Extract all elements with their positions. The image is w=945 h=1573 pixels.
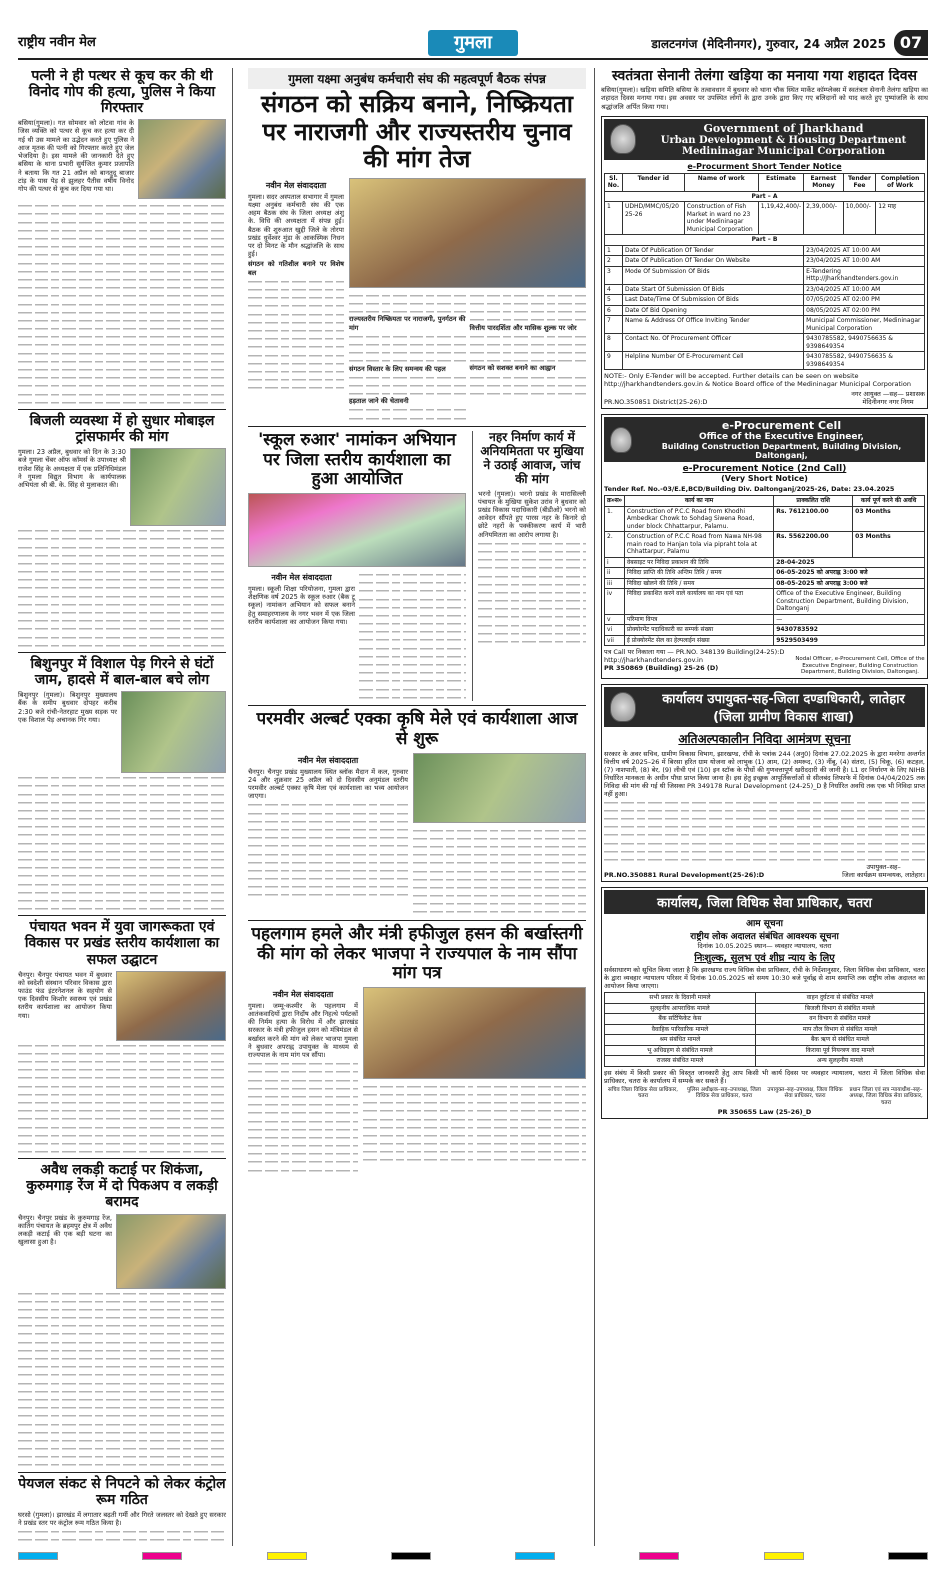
cell: श्रम संबंधित मामले <box>605 1035 756 1046</box>
article-filler <box>18 1527 226 1546</box>
cell: Date Start Of Submission Of Bids <box>622 284 803 295</box>
col-header: क्र०स० <box>605 496 625 507</box>
cell: E-Tendering Http://Jharkhandtenders.gov.in <box>804 266 925 284</box>
table-row <box>605 1035 925 1046</box>
col-header: Tender id <box>622 173 684 191</box>
cell: 07/05/2025 AT 02:00 PM <box>804 295 925 306</box>
jharkhand-emblem-icon <box>610 124 636 154</box>
headline-wife-arrested: पत्नी ने ही पत्थर से कूच कर की थी विनोद गोप की हत्या, पुलिस ने किया गिरफ्तार <box>28 68 216 117</box>
lok-adalat-notice <box>601 887 928 1119</box>
table-row <box>605 1024 925 1035</box>
workshop-photo <box>116 971 226 1041</box>
cell: Rs. 7612100.00 <box>774 506 853 532</box>
ad-website: http://jharkhandtenders.gov.in <box>604 656 703 665</box>
cell: Helpline Number Of E-Procurement Cell <box>622 352 803 370</box>
cell: Contact No. Of Procurement Officer <box>622 334 803 352</box>
tender-notice-building <box>601 414 928 679</box>
table-row <box>605 284 925 295</box>
article-filler <box>18 526 226 649</box>
cell: Rs. 5562200.00 <box>774 532 853 558</box>
cell: Mode Of Submission Of Bids <box>622 266 803 284</box>
byline: नवीन मेल संवाददाता <box>272 989 334 999</box>
cell: UDHD/MMC/05/20 25-26 <box>622 202 684 235</box>
cell: v <box>605 614 625 625</box>
cell: Municipal Commissioner, Medininagar Municipal Corporation <box>804 316 925 334</box>
headline-bjp-memorandum: पहलगाम हमले और मंत्री हफीजुल हसन की बर्खास्तगी की मांग को लेकर भाजपा ने राज्यपाल के नाम सौंपा मांग पत्र <box>251 924 583 984</box>
headline-telanga-kharia: स्वतंत्रता सेनानी तेलंगा खड़िया का मनाया गया शहादत दिवस <box>612 68 917 84</box>
subhead: संगठन विस्तार के लिए समन्वय की पहल <box>349 364 446 373</box>
col-header: Sl. No. <box>605 173 623 191</box>
cell: 06-05-2025 को अपराह्न 3:00 बजे <box>774 568 925 579</box>
article-filler <box>18 201 226 406</box>
ad-notice-title: e-Procurment Short Tender Notice <box>687 161 842 171</box>
cell: 23/04/2025 AT 10:00 AM <box>804 245 925 256</box>
ad-note: पत्र Call पर निकाला गया — PR.NO. 348139 Building(24-25):D <box>604 648 785 657</box>
article-filler <box>470 373 587 398</box>
table-row <box>605 316 925 334</box>
cell: बैंक सर्टिफिकेट केस <box>605 1014 756 1025</box>
ad-date: दिनांक 10.05.2025 स्थान— व्यवहार न्यायालय, चतरा <box>697 942 832 951</box>
article-body: भरनो (गुमला)। भरनो प्रखंड के मारासिल्ली पंचायत के मुखिया सुकेश उरांव ने बुधवार को प्रखंड विकास पदाधिकारी (बीडीओ) भरनो को आवेदन सौंपते हुए पारस नहर के किनारे दो छोटे नहरों के पक्कीकरण कार्य में भारी अनियमितता का आरोप लगाया है। <box>478 489 586 539</box>
article-filler <box>349 373 466 398</box>
cell: 8 <box>605 334 623 352</box>
cell: अन्य सुलहनीय मामले <box>755 1056 924 1067</box>
byline: नवीन मेल संवाददाता <box>265 180 327 190</box>
article-filler <box>477 1082 587 1164</box>
cell: ई प्रोक्योरमेंट सेल का हेल्पलाईन संख्या <box>624 635 773 646</box>
article-filler <box>248 277 344 392</box>
cell: 1 <box>605 245 623 256</box>
right-column <box>594 68 928 1546</box>
headline-water-crisis: पेयजल संकट से निपटने को लेकर कंट्रोल रूम गठित <box>18 1475 226 1508</box>
color-swatch <box>18 1552 58 1560</box>
tender-table <box>604 173 925 371</box>
headline-krishi-mela: परमवीर अल्बर्ट एक्का कृषि मेले एवं कार्यशाला आज से शुरू <box>256 709 578 750</box>
tender-notice-latehar <box>601 684 928 883</box>
cell: 3 <box>605 266 623 284</box>
cell: 23/04/2025 AT 10:00 AM <box>804 284 925 295</box>
cell: Last Date/Time Of Submission Of Bids <box>622 295 803 306</box>
cell: सभी प्रकार के दिवानी मामले <box>605 993 756 1004</box>
pr-number: PR.NO.350851 District(25-26):D <box>604 398 708 407</box>
ad-dept: Urban Development & Housing Department <box>660 134 907 146</box>
tender-table <box>604 495 925 646</box>
main-kicker: गुमला यक्ष्मा अनुबंध कर्मचारी संघ की महत्वपूर्ण बैठक संपन्न <box>248 68 586 89</box>
cell: 7 <box>605 316 623 334</box>
cell: माप तौल विभाग से संबंधित मामले <box>755 1024 924 1035</box>
left-column <box>18 68 233 1546</box>
subhead: संगठन को गतिशील बनाने पर विशेष बल <box>248 260 344 277</box>
ad-title: अतिअल्पकालीन निविदा आमंत्रण सूचना <box>678 731 851 746</box>
cell: iii <box>605 578 625 589</box>
cell: राजस्व संबंधित मामले <box>605 1056 756 1067</box>
ad-head: कार्यालय, जिला विधिक सेवा प्राधिकार, चतरा <box>604 890 925 914</box>
school-ruar-photo <box>248 493 466 567</box>
article-body: घरसो (गुमला)। झारखंड में लगातार बढ़ती गर्मी और गिरते जलस्तर को देखते हुए सरकार ने प्रखंड स्तर पर कंट्रोल रूम गठित किया है। <box>18 1510 226 1528</box>
cell: Date Of Bid Opening <box>622 305 803 316</box>
article-body: बिशुनपुर (गुमला)। बिशुनपुर मुख्यालय बैंक के समीप बुधवार दोपहर करीब 2:30 बजे रांची-नेतरहाट मुख्य सड़क पर एक विशाल पेड़ अचानक गिर गया। <box>18 691 117 724</box>
table-row <box>605 1045 925 1056</box>
article-body: चैनपुर। चैनपुर प्रखंड के कुरुमगाड़ रेंज, कातिंग पंचायत के ब्रहमपुर क्षेत्र में अवैध लकड़ी कटाई की एक बड़ी घटना का खुलासा हुआ है। <box>18 1213 112 1247</box>
table-row <box>605 614 925 625</box>
table-row <box>605 266 925 284</box>
article-filler <box>349 332 466 365</box>
cell: 9 <box>605 352 623 370</box>
col-header: Earnest Money <box>804 173 844 191</box>
table-row <box>605 352 925 370</box>
table-row <box>605 295 925 306</box>
table-row <box>605 202 925 235</box>
signatory: पुलिस अधीक्षक–सह–उपाध्यक्ष, जिला विधिक सेवा प्राधिकार, चतरा <box>687 1086 761 1100</box>
cell: Construction of Fish Market in ward no 23 under Medininagar Municipal Corporation <box>684 202 758 235</box>
color-swatch <box>142 1552 182 1560</box>
ad-intro: सर्वसाधारण को सूचित किया जाता है कि झारखण्ड राज्य विधिक सेवा प्राधिकार, राँची के निर्देशानुसार, जिला विधिक सेवा प्राधिकार, चतरा के द्वारा व्यवहार न्यायालय परिसर में दिनांक 10.05.2025 को समय 10:30 बजे पूर्वाह्न से शाम समाप्ति तक राष्ट्रीय लोक अदालत का आयोजन किया जाएगा। <box>604 966 925 991</box>
cell: 08-05-2025 को अपराह्न 3:00 बजे <box>774 578 925 589</box>
ad-title: e-Procurement Notice (2nd Call) <box>682 464 847 475</box>
cell: Construction of P.C.C Road from Khodhi Ambedkar Chowk to Sohdag Siwena Road, under block Chhattarpur, Palamu. <box>624 506 773 532</box>
jharkhand-emblem-icon <box>610 692 636 722</box>
table-row <box>605 245 925 256</box>
article-filler <box>349 405 466 421</box>
ad-aam: आम सूचना <box>746 919 783 930</box>
article-filler <box>413 826 586 916</box>
table-row <box>605 1003 925 1014</box>
cell: बिजली विभाग से संबंधित मामले <box>755 1003 924 1014</box>
article-body: गुमला। जम्मू-कश्मीर के पहलगाम में आतंकवादियों द्वारा निर्दोष और निहत्थे पर्यटकों की निर्मम हत्या के विरोध में और झारखंड सरकार के मंत्री हफीजुल हसन को मंत्रिमंडल से बर्खास्त करने की मांग को लेकर भाजपा गुमला ने बुधवार अपराह्न उपायुक्त के माध्यम से राज्यपाल के नाम मांग पत्र सौंपा। <box>248 1001 358 1059</box>
col-header: प्राक्कलित राशि <box>774 496 853 507</box>
cell: वन विभाग से संबंधित मामले <box>755 1014 924 1025</box>
article-filler <box>359 570 466 701</box>
signatory: उपायुक्त–सह– <box>866 863 901 872</box>
color-swatch <box>764 1552 804 1560</box>
page-number: 07 <box>894 30 928 56</box>
cell: 2. <box>605 532 625 558</box>
electricity-photo <box>130 448 226 526</box>
masthead <box>18 30 928 60</box>
pr-number: PR 350655 Law (25-26)_D <box>717 1108 812 1117</box>
cell: 08/05/2025 AT 02:00 PM <box>804 305 925 316</box>
article-filler <box>470 332 587 365</box>
article-filler <box>363 1082 473 1164</box>
subhead: राज्यस्तरीय निष्क्रियता पर नाराजगी, पुनर्गठन की मांग <box>349 315 466 332</box>
cell: 23/04/2025 AT 10:00 AM <box>804 256 925 267</box>
article-filler <box>18 1041 226 1156</box>
article-filler <box>248 800 408 898</box>
ad-title: राष्ट्रीय लोक अदालत संबंधित आवश्यक सूचना <box>690 932 839 943</box>
pr-number: PR.NO.350881 Rural Development(25-26):D <box>604 871 765 880</box>
meeting-photo <box>349 178 586 288</box>
headline-workshop: पंचायत भवन में युवा जागरूकता एवं विकास पर प्रखंड स्तरीय कार्यशाला का सफल उद्घाटन <box>24 919 220 968</box>
cell: Name & Address Of Office Inviting Tender <box>622 316 803 334</box>
article-body: गुमला। सदर अस्पताल सभागार में गुमला यक्ष्मा अनुबंध कर्मचारी संघ की एक अहम बैठक संघ के जिला अध्यक्ष अंशु के. विधि की अध्यक्षता में संपन्न हुई। बैठक की शुरुआत खुद्दी जिले के तोरपा प्रखंड धुर्वेश्वर मुंडा के आकस्मिक निधन पर दो मिनट के मौन श्रद्धांजलि के साथ हुई। <box>248 192 344 259</box>
table-row <box>605 1056 925 1067</box>
table-row <box>605 568 925 579</box>
cell: बैंक ऋण से संबंधित मामले <box>755 1035 924 1046</box>
signatory: Nodal Officer, e-Procurement Cell, Office of the Executive Engineer, Building Construction Department, Building Division, Daltonganj. <box>795 656 925 676</box>
part-label: Part – B <box>605 235 925 246</box>
col-header: कार्य का नाम <box>624 496 773 507</box>
cell: 2,39,000/- <box>804 202 844 235</box>
color-swatch <box>515 1552 555 1560</box>
cell: प्रोक्योरमेंट पदाधिकारी का सम्पर्क संख्या <box>624 625 773 636</box>
cell: 1 <box>605 202 623 235</box>
ad-ref: Tender Ref. No.-03/E.E,BCD/Building Div. Daltonganj/2025-26, Date: 23.04.2025 <box>604 485 895 494</box>
table-row <box>605 625 925 636</box>
cell: Date Of Publication Of Tender <box>622 245 803 256</box>
article-body: गुमला। 23 अप्रैल, बुधवार को दिन के 3:30 बजे गुमला चेंबर ऑफ कॉमर्स के उपाध्यक्ष श्री राजेश सिंह के अध्यक्षता में एक प्रतिनिधिमंडल ने गुमला विद्युत विभाग के कार्यपालक अभियंता श्री बी. के. सिंह से मुलाकात की। <box>18 448 126 489</box>
cell: सुलहनीय आपराधिक मामले <box>605 1003 756 1014</box>
signatory: प्रधान जिला एवं सत्र न्यायाधीश–सह–अध्यक्ष, जिला विधिक सेवा प्राधिकार, चतरा <box>849 1086 923 1106</box>
center-column <box>248 68 586 1546</box>
color-swatch <box>267 1552 307 1560</box>
krishi-mela-photo <box>413 753 586 823</box>
cell: 9430783592 <box>774 625 925 636</box>
cell: 4 <box>605 284 623 295</box>
article-filler <box>18 773 226 912</box>
color-registration-bar <box>18 1552 928 1562</box>
newspaper-brand: राष्ट्रीय नवीन मेल <box>18 35 96 50</box>
table-row <box>605 532 925 558</box>
table-row <box>605 305 925 316</box>
ad-note: NOTE:- Only E-Tender will be accepted. Further details can be seen on website http://jharkhandtenders.gov.in & Notice Board office of the Medininagar Municipal Corporation <box>604 372 911 389</box>
tender-notice-municipal <box>601 116 928 410</box>
cell: 10,000/- <box>843 202 876 235</box>
byline: नवीन मेल संवाददाता <box>297 755 359 765</box>
col-header: Tender Fee <box>843 173 876 191</box>
headline-school-ruar: 'स्कूल रुआर' नामांकन अभियान पर जिला स्तरीय कार्यशाला का हुआ आयोजित <box>258 430 456 490</box>
table-row <box>605 993 925 1004</box>
cell: Date Of Publication Of Tender On Website <box>622 256 803 267</box>
cell: 12 माह <box>876 202 925 235</box>
cell: — <box>774 614 925 625</box>
jharkhand-emblem-icon <box>610 427 632 453</box>
cell: 03 Months <box>853 506 925 532</box>
cell: 9529503499 <box>774 635 925 646</box>
cell: निविदा प्रकाशित करने वाले कार्यालय का नाम एवं पता <box>624 589 773 615</box>
table-row <box>605 256 925 267</box>
cell: 1. <box>605 506 625 532</box>
article-body: बसिया(गुमला)। गत सोमवार को लोटवा गांव के जिस व्यक्ति को पत्थर से कूच कर हत्या कर दी गई थी उस मामले का उद्भेदन करते हुए पुलिस ने आज मृतक की पत्नी को गिरफ्तार करते हुए जेल भेजदिया है। इस मामले की जानकारी देते हुए बसिया के थाना प्रभारी सुर्यजित कुमार प्रजापति ने बताया कि गत 21 अप्रैल को बानतुदू बाजार टांड़ के पास पेड़ से झुलहर पैतीस वर्षीय विनोद गोप की पत्थर से कूच कर दिया गया था। <box>18 119 134 193</box>
table-row <box>605 635 925 646</box>
cell: Construction of P.C.C Road from Nawa NH-98 main road to Hanjan tola via pipraht tola at Chhattarpur, Palamu <box>624 532 773 558</box>
col-header: Name of work <box>684 173 758 191</box>
cell: वैवाहिक पारिवारिक मामले <box>605 1024 756 1035</box>
cell: 1,19,42,400/- <box>758 202 803 235</box>
col-header: Completion of Work <box>876 173 925 191</box>
cell: वेबसाइट पर निविदा प्रकाशन की तिथि <box>624 557 773 568</box>
cell: 03 Months <box>853 532 925 558</box>
article-body: गुमला। स्कूली शिक्षा परियोजना, गुमला द्वारा शैक्षणिक वर्ष 2025 के स्कूल रुआर (बैक टू स्कूल) नामांकन अभियान को सफल बनाने हेतु समाहरणालय के नगर भवन में एक जिला स्तरीय कार्यशाला का आयोजन किया गया। <box>248 584 355 626</box>
cell: 5 <box>605 295 623 306</box>
cell: 9430785582, 9490756635 & 9398649354 <box>804 334 925 352</box>
ad-head: कार्यालय उपायुक्त-सह-जिला दण्डाधिकारी, लातेहार <box>662 691 905 707</box>
signatory: नगर आयुक्त —सह— प्रशासक <box>851 390 925 399</box>
cell: वाहन दुर्घटना से संबंधित मामले <box>755 993 924 1004</box>
headline-electricity: बिजली व्यवस्था में हो सुधार मोबाइल ट्रांसफार्मर की मांग <box>29 412 215 446</box>
cell: निविदा खोलने की तिथि / समय <box>624 578 773 589</box>
part-label: Part – A <box>605 191 925 202</box>
subhead: वित्तीय पारदर्शिता और मासिक शुल्क पर जोर <box>469 323 577 332</box>
section-title: गुमला <box>428 30 518 56</box>
table-row <box>605 578 925 589</box>
ad-closing: इस संबंध में किसी प्रकार की विस्तृत जानकारी हेतु आप किसी भी कार्य दिवस पर व्यवहार न्यायालय, चतरा में जिला विधिक सेवा प्राधिकार, चतरा के कार्यालय में सम्पर्क कर सकते हैं। <box>604 1068 925 1085</box>
headline-canal-irregularity: नहर निर्माण कार्य में अनियमितता पर मुखिया ने उठाई आवाज, जांच की मांग <box>480 430 584 486</box>
arrest-photo <box>138 119 226 199</box>
ad-head: (जिला ग्रामीण विकास शाखा) <box>713 709 854 725</box>
article-filler <box>470 291 587 324</box>
signatory: जिला कार्यक्रम समन्वयक, लातेहार। <box>842 871 925 880</box>
ad-head: Building Construction Department, Building Division, Daltonganj, <box>661 442 902 461</box>
table-row <box>605 506 925 532</box>
table-row <box>605 589 925 615</box>
dateline: डालटनगंज (मेदिनीनगर), गुरुवार, 24 अप्रैल 2025 <box>651 37 886 51</box>
headline-tree-fall: बिशुनपुर में विशाल पेड़ गिरने से घंटों जाम, हादसे में बाल-बाल बचे लोग <box>30 655 214 689</box>
pr-number: PR 350869 (Building) 25-26 (D) <box>604 664 719 673</box>
cell: vi <box>605 625 625 636</box>
cell: परिमाण विपत्र <box>624 614 773 625</box>
article-body: बसिया(गुमला)। खड़िया समिति बसिया के तत्वावधान में बुधवार को थाना चौक स्थित मार्केट कॉम्प्लेक्स में स्वतंत्रता सेनानी तेलंगा खड़िया का शहादत दिवस मनाया गया। इस अवसर पर उपस्थित लोगों के द्वारा उनके द्वारा किए गए बलिदानों को याद करते हुए पुष्पांजलि के साथ श्रद्धांजलि अर्पित किया गया। <box>601 86 928 111</box>
cell: 6 <box>605 305 623 316</box>
signatory: मेदिनीनगर नगर निगम <box>862 398 914 407</box>
main-headline: संगठन को सक्रिय बनाने, निष्क्रियता पर नाराजगी और राज्यस्तरीय चुनाव की मांग तेज <box>261 90 573 174</box>
article-filler <box>18 1289 226 1469</box>
ad-slogan: निःशुल्क, सुलभ एवं शीघ्र न्याय के लिए <box>694 953 835 965</box>
col-header: कार्य पूर्ण करने की अवधि <box>853 496 925 507</box>
article-filler <box>248 1059 358 1174</box>
timber-photo <box>116 1214 226 1289</box>
cell: 28-04-2025 <box>774 557 925 568</box>
ad-body: सरकार के अवर सचिव, ग्रामीण विकास विभाग, झारखण्ड, राँची के पत्रांक 244 (अनु0) दिनांक 27.02.2025 के द्वारा मनरेगा अन्तर्गत वित्तीय वर्ष 2025–26 में बिरसा हरित ग्राम योजना को लाभुक (1) आम, (2) अमरूद, (3) नींबू, (4) संतरा, (5) चिकू, (6) कटहल, (7) नाशपाती, (8) बेर, (9) लीची एवं (10) इन स्टॉक के पौधों की गुणवत्तापूर्ण खरीददारी की जानी है। L1 दर निर्धारण के लिए NIHB निर्धारित मानकता के अधीन पौधा प्राप्त किया जाना है। इस हेतु इच्छुक आपूर्तिकर्त्ताओं से सीलबंद लिफाफे में दिनांक 04/04/2025 तक निविदा की मांग की गई थी जिसका PR 349178 Rural Development (24-25)_D है निर्धारित अवधि तक एक भी निविदा प्राप्त नहीं हुआ। <box>604 749 925 798</box>
signatory: सचिव जिला विधिक सेवा प्राधिकार, चतरा <box>607 1086 679 1100</box>
ad-body: Medininagar Municipal Corporation <box>682 145 885 157</box>
cell: भू अधिग्रहण से संबंधित मामले <box>605 1045 756 1056</box>
case-table <box>604 992 925 1067</box>
byline: नवीन मेल संवाददाता <box>271 572 332 582</box>
subhead: संगठन को सशक्त बनाने का आह्वान <box>469 364 556 373</box>
subhead: हड़ताल जाने की चेतावनी <box>349 397 409 406</box>
article-filler <box>478 539 586 645</box>
table-row <box>605 1014 925 1025</box>
article-filler <box>604 798 925 864</box>
col-header: Estimate <box>758 173 803 191</box>
cell: 2 <box>605 256 623 267</box>
cell: i <box>605 557 625 568</box>
article-body: चैनपुर। चैनपुर प्रखंड मुख्यालय स्थित ब्लॉक मैदान में कल, गुरुवार 24 और शुक्रवार 25 अप्रैल को दो दिवसीय अनुमंडल स्तरीय परमवीर अल्बर्ट एक्का कृषि मेला एवं कार्यशाला का भव्य आयोजन जाएगा। <box>248 767 408 801</box>
headline-illegal-timber: अवैध लकड़ी कटाई पर शिकंजा, कुरुमगाड़ रेंज में दो पिकअप व लकड़ी बरामद <box>26 1162 218 1211</box>
ad-subtitle: (Very Short Notice) <box>721 474 808 484</box>
color-swatch <box>639 1552 679 1560</box>
ad-head: e-Procurement Cell <box>721 419 842 433</box>
table-row <box>605 334 925 352</box>
cell: किराया पूर्व नियन्त्रण वाद मामले <box>755 1045 924 1056</box>
cell: Office of the Executive Engineer, Building Construction Department, Building Division, Daltonganj <box>774 589 925 615</box>
table-row <box>605 557 925 568</box>
article-body: चैनपुर। चैनपुर पंचायत भवन में बुधवार को स्वदेशी संस्थान परिवार विकास द्वारा फाउंड फंड इंटरनेशनल के सहयोग से एक दिवसीय किशोर स्वास्थ्य एवं प्रखंड स्तरीय कार्यशाला का आयोजन किया गया। <box>18 970 112 1020</box>
color-swatch <box>888 1552 928 1560</box>
cell: 9430785582, 9490756635 & 9398649354 <box>804 352 925 370</box>
ad-gov: Government of Jharkhand <box>703 121 864 135</box>
cell: iv <box>605 589 625 615</box>
tree-fall-photo <box>121 691 226 773</box>
cell: ii <box>605 568 625 579</box>
bjp-memorandum-photo <box>363 987 586 1079</box>
signatory: उपायुक्त–सह–उपाध्यक्ष, जिला विधिक सेवा प्राधिकार, चतरा <box>767 1086 843 1100</box>
cell: निविदा प्राप्ति की तिथि अन्तिम तिथि / समय <box>624 568 773 579</box>
color-swatch <box>391 1552 431 1560</box>
ad-head: Office of the Executive Engineer, <box>699 432 864 443</box>
article-filler <box>349 291 466 316</box>
cell: vii <box>605 635 625 646</box>
